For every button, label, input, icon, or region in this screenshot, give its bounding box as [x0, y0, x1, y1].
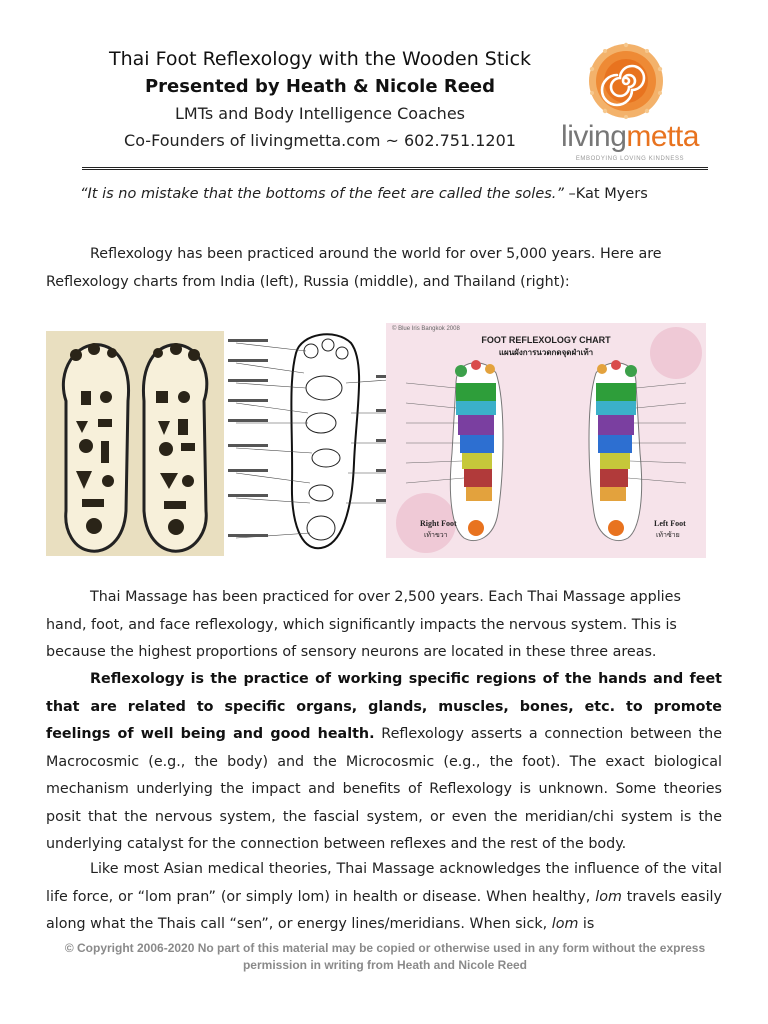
document-title: Thai Foot Reflexology with the Wooden Stick: [108, 48, 532, 70]
copyright-footer: [40, 940, 730, 974]
document-header: [0, 0, 768, 170]
right-foot-label: Right Foot: [420, 519, 457, 528]
header-divider: [82, 167, 708, 170]
spiral-logo-icon: [587, 42, 665, 120]
quote-author: –Kat Myers: [563, 186, 648, 202]
lom-text-a: Like most Asian medical theories, Thai Massage acknowledges the influence of the vital life force, or “lom pran” (or simply lom) in health or disease. When healthy,: [46, 861, 722, 905]
logo-word-living: living: [561, 120, 627, 153]
logo-wordmark: [545, 120, 715, 154]
thai-chart-credit: © Blue Iris Bangkok 2008: [392, 326, 460, 332]
credentials-line: LMTs and Body Intelligence Coaches: [175, 104, 465, 123]
left-foot-label: Left Foot: [654, 519, 686, 528]
lom-pran-paragraph: [46, 856, 722, 938]
lom-text-c: is: [578, 916, 595, 932]
logo-word-metta: metta: [626, 120, 699, 153]
thai-chart-title: FOOT REFLEXOLOGY CHART: [481, 335, 611, 345]
thai-chart-subtitle: แผนผังการนวดกดจุดฝ่าเท้า: [498, 348, 594, 357]
definition-body-text: Reflexology asserts a connection between the Macrocosmic (e.g., the body) and the Microcosmic (e.g., the foot). The exact biological mechanism underlying the impact and benefits of Reflexology is unknown. Some theories posit that the nervous system, the fascial system, or even the meridian/chi system is the underlying catalyst for the connection between reflexes and the rest of the body.: [46, 726, 722, 852]
india-reflexology-chart: [46, 331, 224, 556]
right-foot-thai-label: เท้าขวา: [424, 531, 448, 539]
left-foot-thai-label: เท้าซ้าย: [656, 531, 680, 539]
reflexology-charts: [46, 323, 706, 558]
livingmetta-logo: [545, 42, 715, 167]
copyright-line-2: permission in writing from Heath and Nicole Reed: [242, 958, 528, 972]
lom-italic-1: lom: [595, 888, 622, 905]
definition-bold-text: Reflexology is the practice of working specific regions of the hands and feet that are related to specific organs, glands, muscles, bones, etc. to promote feelings of well being and good health.: [46, 671, 722, 742]
epigraph-quote: [80, 186, 720, 202]
reflexology-definition-paragraph: [46, 666, 722, 859]
presenters-line: Presented by Heath & Nicole Reed: [144, 76, 495, 97]
lom-text-b: travels easily along what the Thais call “sen”, or energy lines/meridians. When sick,: [46, 888, 722, 932]
thai-reflexology-chart: [386, 323, 706, 558]
logo-tagline: EMBODYING LOVING KINDNESS: [575, 156, 685, 162]
quote-text: “It is no mistake that the bottoms of the feet are called the soles.”: [80, 186, 564, 202]
title-block: [70, 46, 570, 154]
thai-massage-paragraph: Thai Massage has been practiced for over 2,500 years. Each Thai Massage applies hand, foot, and face reflexology, which significantly impacts the nervous system. This is because the highest proportions of sensory neurons are located in these three areas.: [46, 589, 681, 660]
contact-line: Co-Founders of livingmetta.com ~ 602.751.1201: [124, 131, 516, 150]
copyright-line-1: © Copyright 2006-2020 No part of this material may be copied or otherwise used in any form without the express: [64, 941, 706, 955]
lom-italic-2: lom: [551, 916, 579, 932]
intro-paragraph: Reflexology has been practiced around the world for over 5,000 years. Here are Reflexology charts from India (left), Russia (middle), and Thailand (right):: [46, 246, 662, 290]
